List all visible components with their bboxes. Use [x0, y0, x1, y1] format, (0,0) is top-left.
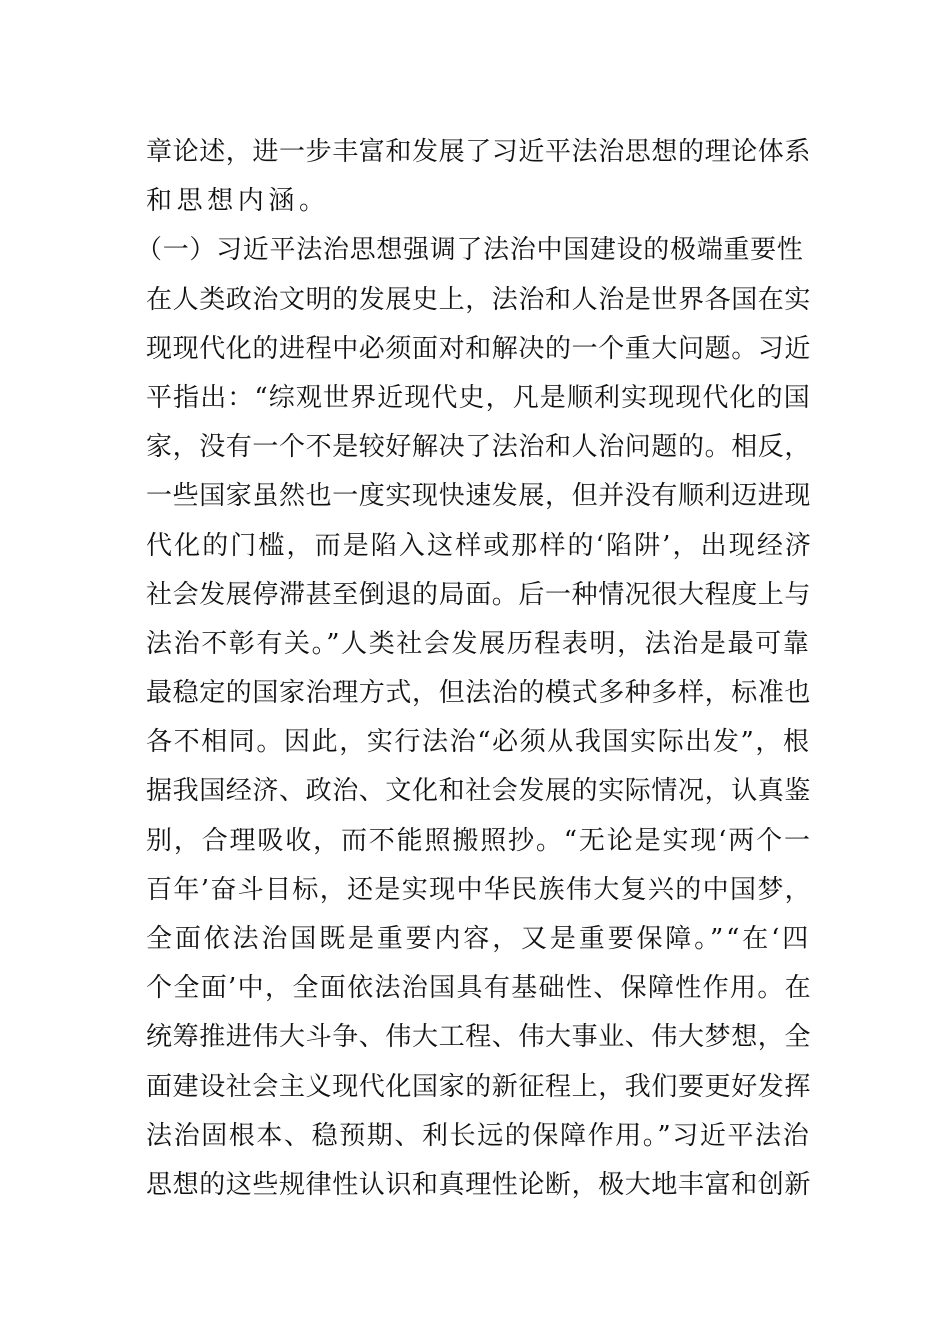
text-line: 据我国经济、政治、文化和社会发展的实际情况，认真鉴	[146, 776, 812, 807]
body-text	[136, 128, 814, 1210]
text-line: 现现代化的进程中必须面对和解决的一个重大问题。习近	[146, 333, 812, 364]
text-line: 家，没有一个不是较好解决了法治和人治问题的。相反，	[146, 432, 812, 463]
text-line: 社会发展停滞甚至倒退的局面。后一种情况很大程度上与	[146, 579, 812, 610]
text-line: 最稳定的国家治理方式，但法治的模式多种多样，标准也	[146, 678, 812, 709]
text-line: 百年’奋斗目标，还是实现中华民族伟大复兴的中国梦，	[146, 874, 813, 905]
text-line: 个全面’中，全面依法治国具有基础性、保障性作用。在	[146, 973, 813, 1004]
text-line: 统筹推进伟大斗争、伟大工程、伟大事业、伟大梦想，全	[146, 1022, 812, 1053]
text-line: 和思想内涵。	[146, 186, 330, 217]
text-line: 各不相同。因此，实行法治“必须从我国实际出发”，根	[146, 727, 811, 758]
text-line: 思想的这些规律性认识和真理性论断，极大地丰富和创新	[146, 1169, 812, 1200]
section-heading: （一）习近平法治思想强调了法治中国建设的极端重要性	[136, 235, 804, 266]
text-line: 一些国家虽然也一度实现快速发展，但并没有顺利迈进现	[146, 481, 812, 512]
text-line: 全面依法治国既是重要内容，又是重要保障。”“在‘四	[146, 924, 812, 954]
text-line: 代化的门槛，而是陷入这样或那样的‘陷阱’，出现经济	[146, 530, 814, 561]
text-line: 章论述，进一步丰富和发展了习近平法治思想的理论体系	[146, 137, 812, 167]
text-line: 法治不彰有关。”人类社会发展历程表明，法治是最可靠	[146, 628, 811, 659]
text-line: 别，合理吸收，而不能照搬照抄。“无论是实现‘两个一	[146, 825, 812, 856]
text-line: 法治固根本、稳预期、利长远的保障作用。”习近平法治	[146, 1120, 811, 1151]
text-line: 在人类政治文明的发展史上，法治和人治是世界各国在实	[146, 284, 812, 315]
text-line: 面建设社会主义现代化国家的新征程上，我们要更好发挥	[146, 1071, 812, 1102]
text-line: 平指出：“综观世界近现代史，凡是顺利实现现代化的国	[146, 382, 811, 413]
